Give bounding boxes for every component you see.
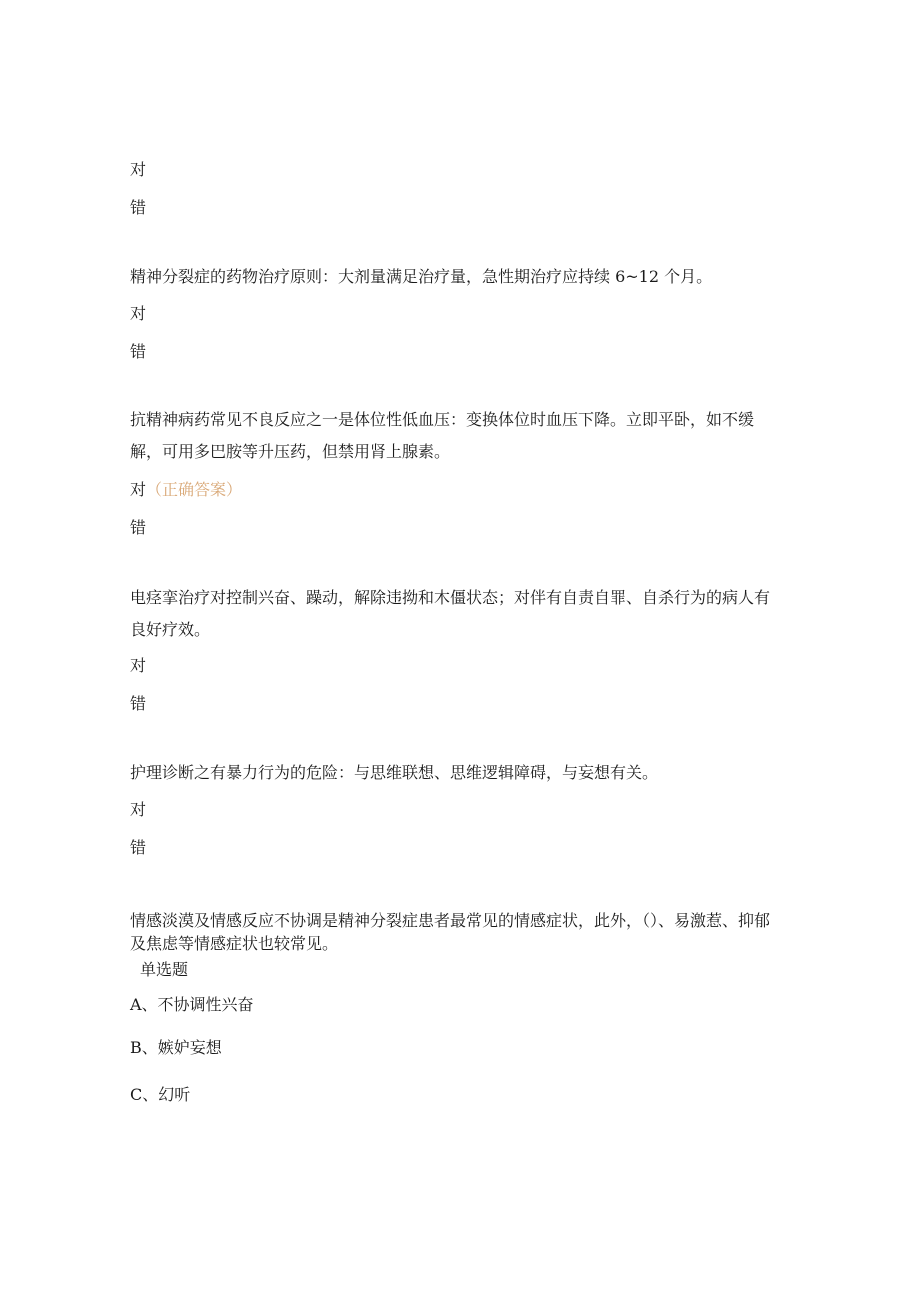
option-label: 对: [130, 480, 147, 499]
option-false[interactable]: 错: [130, 518, 147, 537]
option-true[interactable]: [130, 480, 242, 500]
option-true[interactable]: 对: [130, 800, 147, 819]
option-false[interactable]: 错: [130, 694, 147, 713]
option-false[interactable]: 错: [130, 342, 147, 361]
question-text: 护理诊断之有暴力行为的危险：与思维联想、思维逻辑障碍，与妄想有关。: [130, 763, 659, 782]
option-false[interactable]: 错: [130, 198, 147, 217]
question-text: 情感淡漠及情感反应不协调是精神分裂症患者最常见的情感症状，此外，（）、易激惹、抑郁及焦虑等情感症状也较常见。: [130, 911, 771, 953]
option-c[interactable]: C、幻听: [130, 1085, 191, 1104]
question-text: 电痉挛治疗对控制兴奋、躁动，解除违拗和木僵状态；对伴有自责自罪、自杀行为的病人有良好疗效。: [130, 588, 771, 639]
option-a[interactable]: A、不协调性兴奋: [130, 995, 254, 1014]
option-b[interactable]: B、嫉妒妄想: [130, 1038, 222, 1057]
correct-answer-tag: （正确答案）: [146, 480, 243, 499]
question-text: 精神分裂症的药物治疗原则：大剂量满足治疗量，急性期治疗应持续 6~12 个月。: [130, 267, 713, 286]
question-type-label: 单选题: [140, 960, 189, 979]
option-true[interactable]: 对: [130, 656, 147, 675]
option-false[interactable]: 错: [130, 838, 147, 857]
option-true[interactable]: 对: [130, 160, 147, 179]
option-true[interactable]: 对: [130, 304, 147, 323]
question-text: 抗精神病药常见不良反应之一是体位性低血压：变换体位时血压下降。立即平卧，如不缓解，可用多巴胺等升压药，但禁用肾上腺素。: [130, 410, 755, 461]
